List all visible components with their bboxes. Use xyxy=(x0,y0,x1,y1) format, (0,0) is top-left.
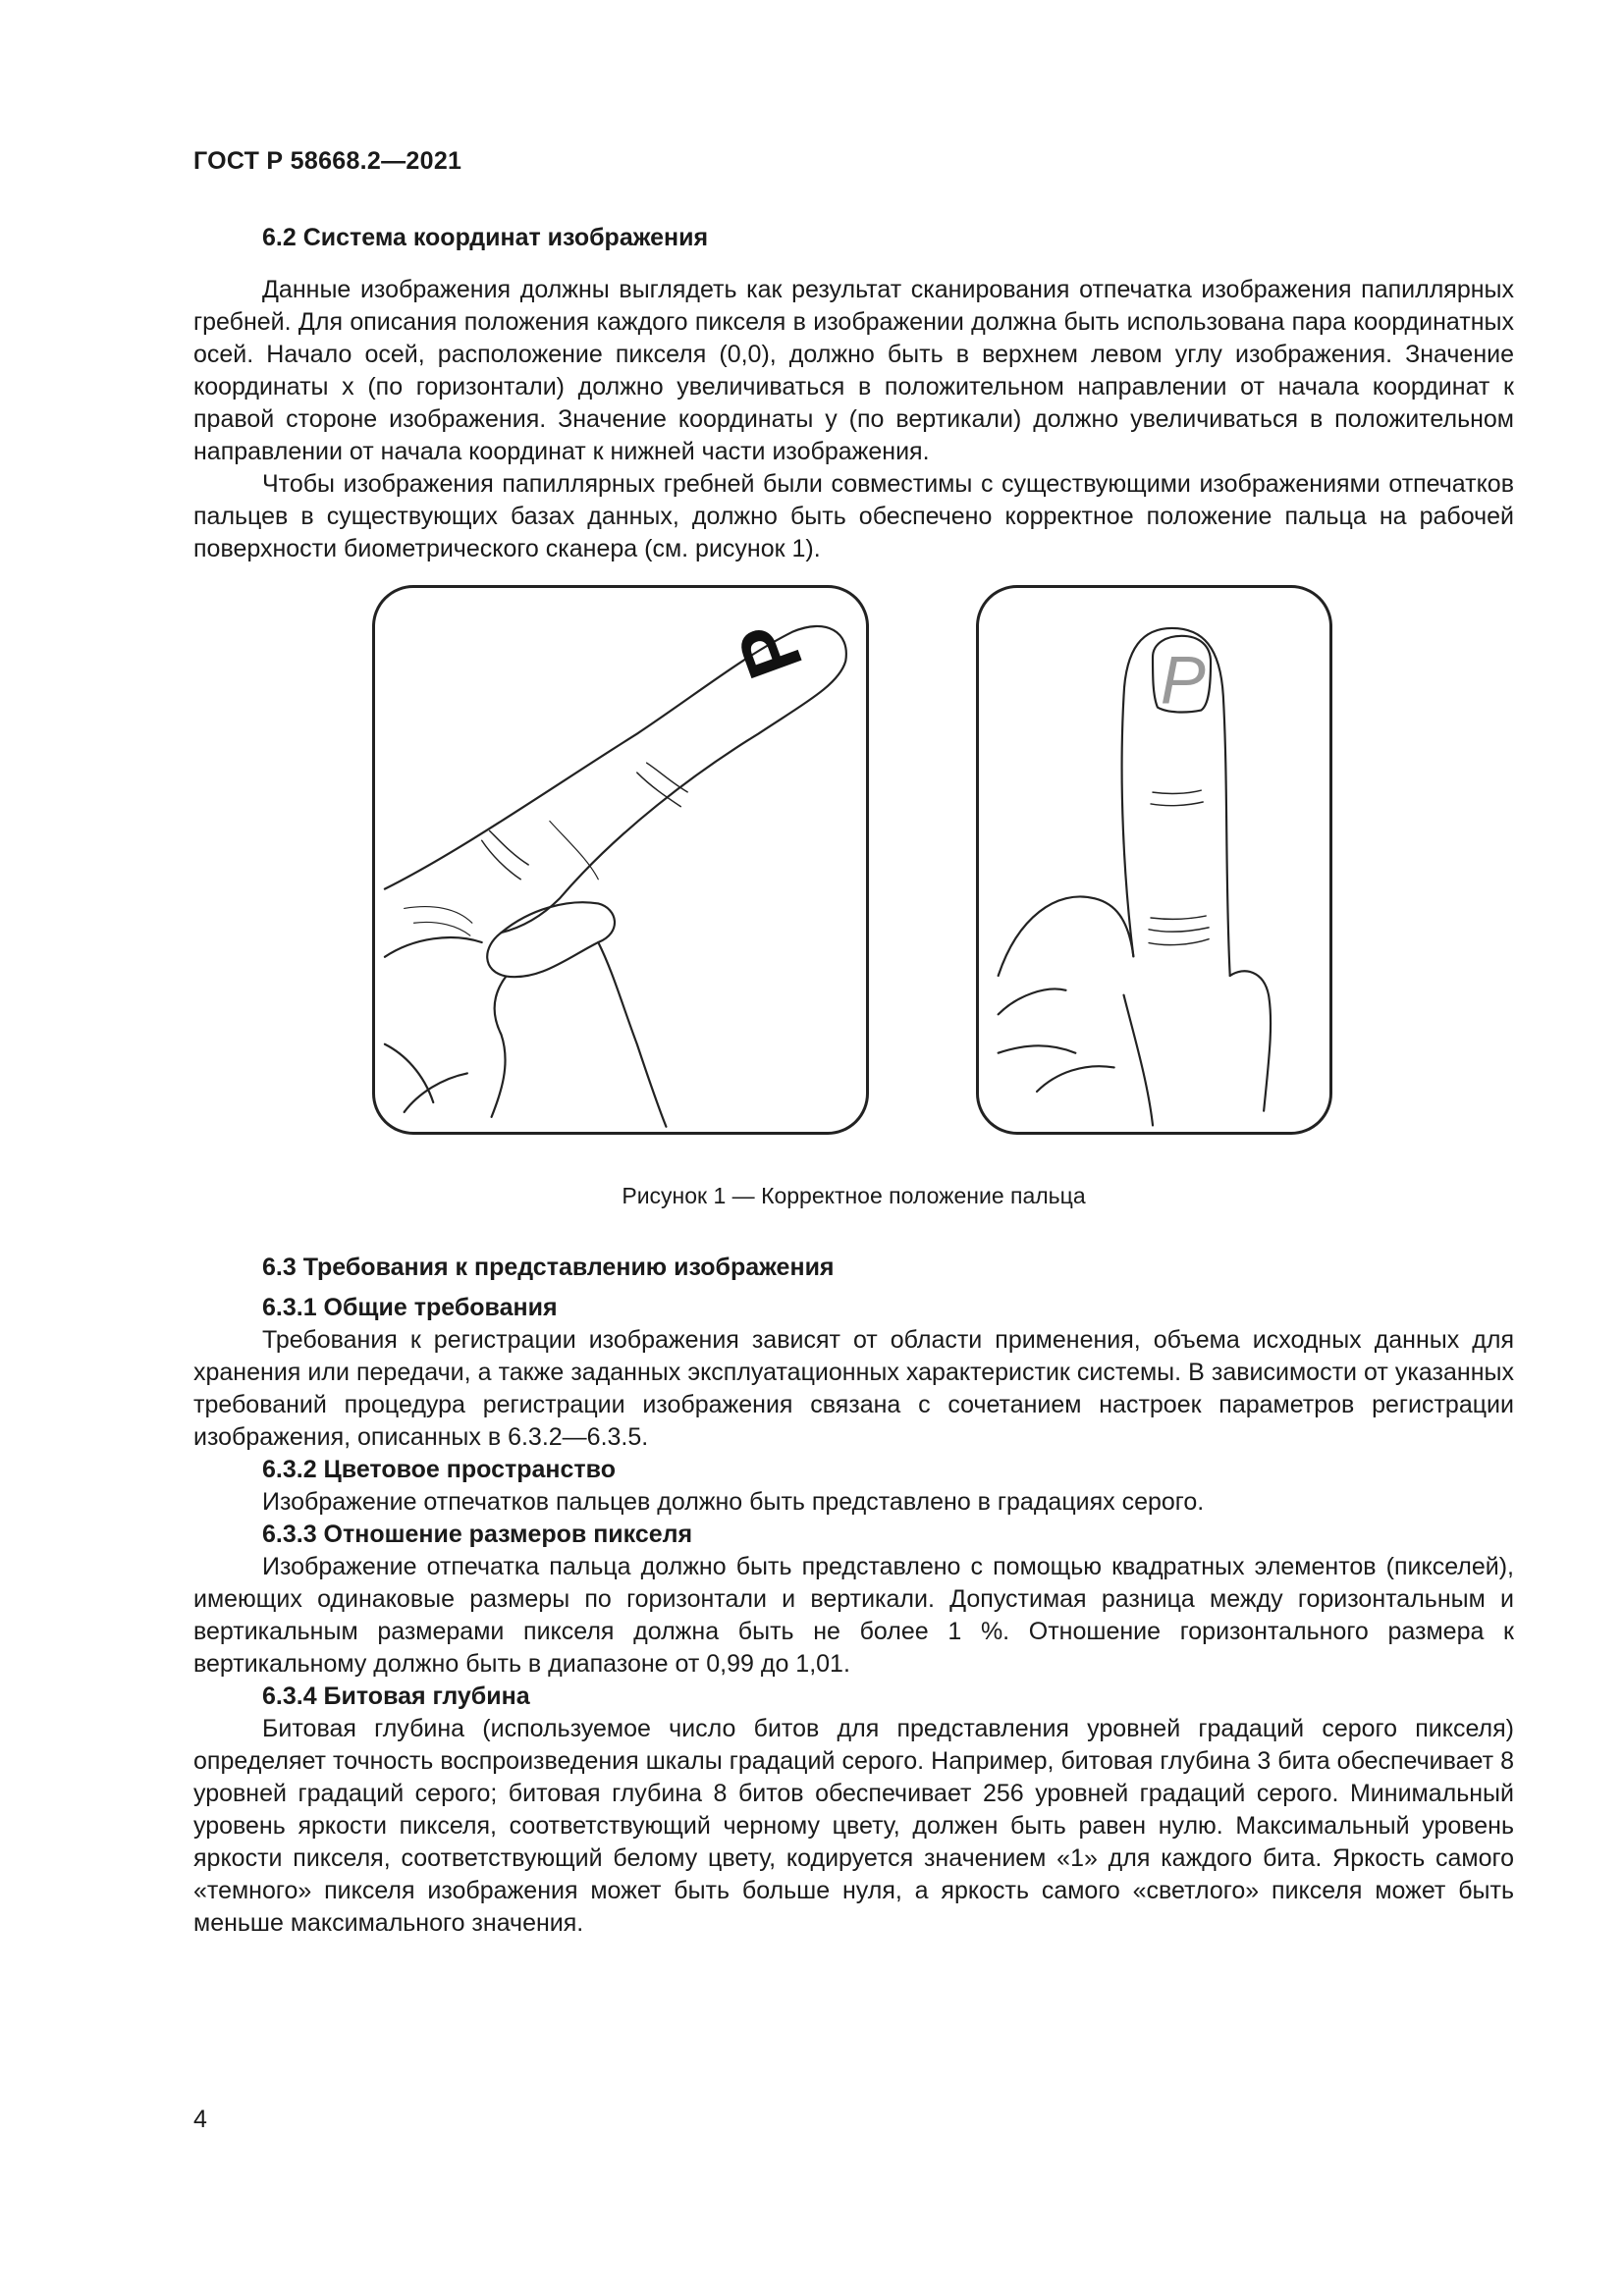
section-6-2-title: 6.2 Система координат изображения xyxy=(262,224,709,251)
section-6-3-3-title: 6.3.3 Отношение размеров пикселя xyxy=(262,1521,693,1548)
finger-front-view-illustration xyxy=(976,585,1332,1135)
finger-side-view-illustration xyxy=(372,585,869,1135)
section-6-3-4-text: Битовая глубина (используемое число битов для представления уровней градаций серого пикселя) определяет точность воспроизведения шкалы градаций серого. Например, битовая глубина 3 бита обеспечивает 8 уровней градаций серого; битовая глубина 8 битов обеспечивает 256 уровней градаций серого. Минимальный уровень яркости пикселя, соответствующий черному цвету, должен быть равен нулю. Максимальный уровень яркости пикселя, соответствующий белому цвету, кодируется значением «1» для каждого бита. Яркость самого «темного» пикселя изображения может быть больше нуля, а яркость самого «светлого» пикселя может быть меньше максимального значения. xyxy=(193,1715,1514,1937)
page-content xyxy=(193,222,1514,1940)
finger-side-view-drawing xyxy=(375,588,866,1132)
section-6-3-3-text: Изображение отпечатка пальца должно быть представлено с помощью квадратных элементов (пикселей), имеющих одинаковые размеры по горизонтали и вертикали. Допустимая разница между горизонтальным и вертикальным размерами пикселя должна быть не более 1 %. Отношение горизонтального размера к вертикальному должно быть в диапазоне от 0,99 до 1,01. xyxy=(193,1553,1514,1678)
page-number: 4 xyxy=(193,2106,207,2133)
section-6-3-4-title: 6.3.4 Битовая глубина xyxy=(262,1682,530,1710)
figure-1-caption: Рисунок 1 — Корректное положение пальца xyxy=(622,1183,1086,1208)
section-6-3-2-text: Изображение отпечатков пальцев должно быть представлено в градациях серого. xyxy=(262,1488,1205,1516)
section-6-2-paragraph-1: Данные изображения должны выглядеть как результат сканирования отпечатка изображения папиллярных гребней. Для описания положения каждого пикселя в изображении должна быть использована пара координатных осей. Начало осей, расположение пикселя (0,0), должно быть в верхнем левом углу изображения. Значение координаты x (по горизонтали) должно увеличиваться в положительном направлении от начала координат к правой стороне изображения. Значение координаты y (по вертикали) должно увеличиваться в положительном направлении от начала координат к нижней части изображения. xyxy=(193,276,1514,465)
orientation-glyph-right: P xyxy=(1160,642,1206,719)
section-6-3-1-text: Требования к регистрации изображения зависят от области применения, объема исходных данных для хранения или передачи, а также заданных эксплуатационных характеристик системы. В зависимости от указанных требований процедура регистрации изображения связана с сочетанием настроек параметров регистрации изображения, описанных в 6.3.2—6.3.5. xyxy=(193,1326,1514,1451)
finger-front-view-drawing xyxy=(979,588,1329,1132)
orientation-glyph-left: P xyxy=(719,611,820,690)
section-6-3-1-title: 6.3.1 Общие требования xyxy=(262,1294,558,1321)
document-id: ГОСТ Р 58668.2—2021 xyxy=(193,147,462,175)
section-6-3-title: 6.3 Требования к представлению изображения xyxy=(262,1254,835,1281)
section-6-3-2-title: 6.3.2 Цветовое пространство xyxy=(262,1456,616,1483)
figure-1 xyxy=(193,585,1514,1164)
section-6-2-paragraph-2: Чтобы изображения папиллярных гребней были совместимы с существующими изображениями отпечатков пальцев в существующих базах данных, должно быть обеспечено корректное положение пальца на рабочей поверхности биометрического сканера (см. рисунок 1). xyxy=(193,470,1514,562)
